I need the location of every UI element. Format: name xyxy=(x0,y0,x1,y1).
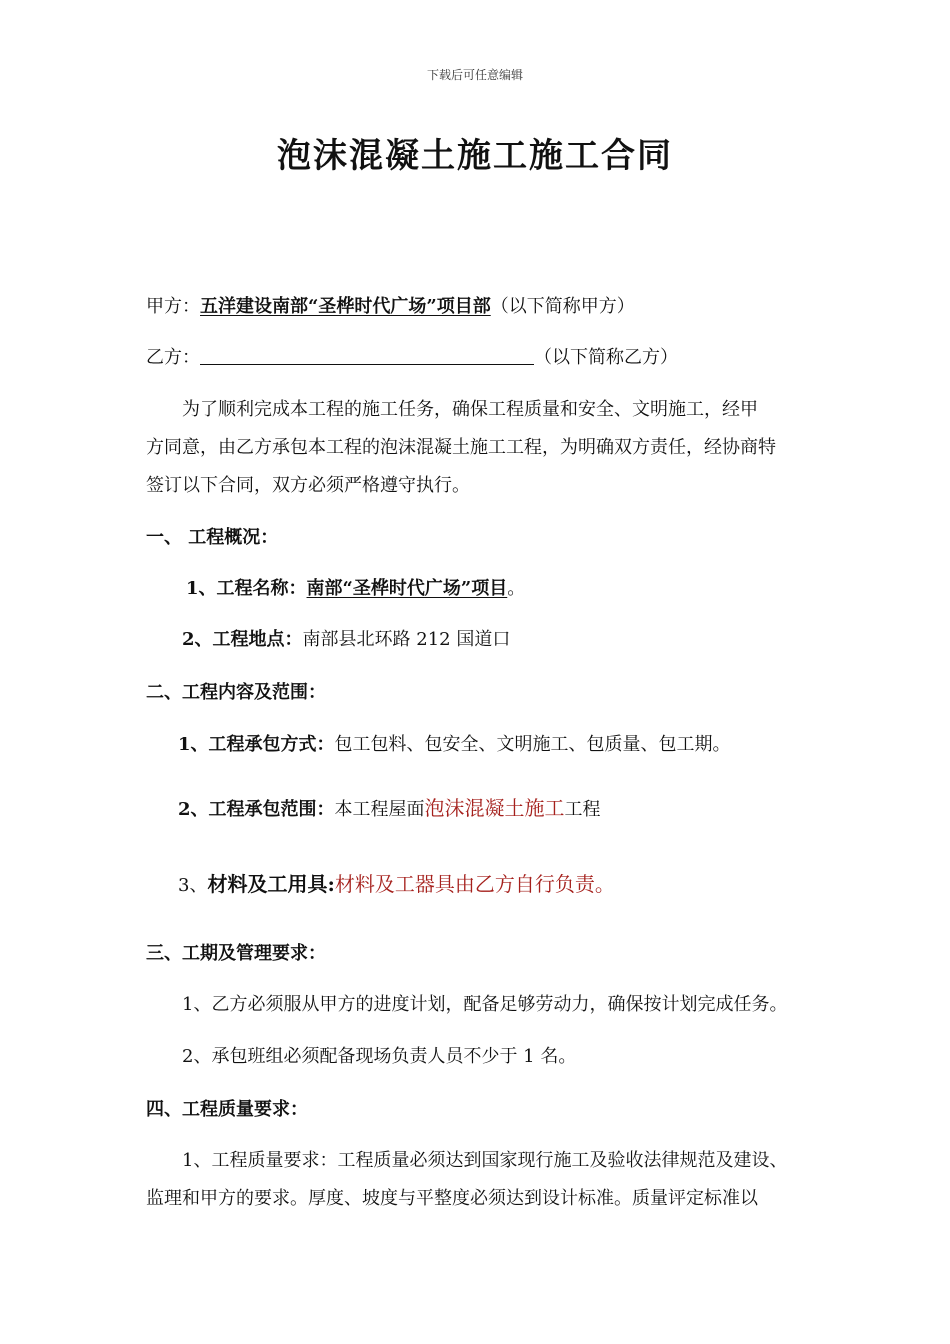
s1-item-2-value: 南部县北环路 212 国道口 xyxy=(302,629,511,650)
s4-para-line-1: 1、工程质量要求：工程质量必须达到国家现行施工及验收法律规范及建设、 xyxy=(182,1150,788,1171)
s2-item-3-num: 3、 xyxy=(178,875,208,896)
s2-item-3-value: 材料及工器具由乙方自行负责。 xyxy=(334,872,615,896)
s1-item-1-end: 。 xyxy=(507,578,526,599)
s2-item-2-pre: 本工程屋面 xyxy=(334,799,425,820)
party-a-suffix: （以下简称甲方） xyxy=(490,296,635,317)
s2-item-2-post: 工程 xyxy=(564,799,601,820)
party-a-line xyxy=(146,295,635,319)
party-b-line xyxy=(146,346,678,370)
party-b-suffix: （以下简称乙方） xyxy=(534,347,678,368)
section-4-heading: 四、工程质量要求： xyxy=(146,1099,308,1120)
s1-item-2-label: 2、工程地点： xyxy=(182,629,303,650)
party-a-name: 五洋建设南部“圣桦时代广场”项目部 xyxy=(200,296,491,317)
intro-line-2: 方同意，由乙方承包本工程的泡沫混凝土施工工程，为明确双方责任，经协商特 xyxy=(146,437,776,458)
header-note: 下载后可任意编辑 xyxy=(426,68,523,82)
s1-item-1-label: 1、工程名称： xyxy=(186,578,307,599)
s4-para-line-2: 监理和甲方的要求。厚度、坡度与平整度必须达到设计标准。质量评定标准以 xyxy=(146,1188,758,1209)
intro-line-1: 为了顺利完成本工程的施工任务，确保工程质量和安全、文明施工，经甲 xyxy=(182,399,758,420)
s2-item-3 xyxy=(178,872,615,898)
section-3-heading: 三、工期及管理要求： xyxy=(146,943,326,964)
s2-item-2-label: 2、工程承包范围： xyxy=(178,799,335,820)
s1-item-1 xyxy=(186,577,525,601)
section-1-heading: 一、 工程概况： xyxy=(146,527,279,548)
document-title: 泡沫混凝土施工施工合同 xyxy=(277,136,673,176)
party-b-blank xyxy=(200,346,534,365)
s2-item-1-value: 包工包料、包安全、文明施工、包质量、包工期。 xyxy=(334,734,731,755)
party-b-label: 乙方： xyxy=(146,347,200,368)
s2-item-3-label: 材料及工用具: xyxy=(207,872,335,896)
s3-item-1: 1、乙方必须服从甲方的进度计划，配备足够劳动力，确保按计划完成任务。 xyxy=(182,994,788,1015)
s2-item-1 xyxy=(178,733,731,757)
section-2-heading: 二、工程内容及范围： xyxy=(146,682,326,703)
s2-item-2-red: 泡沫混凝土施工 xyxy=(424,796,565,820)
s3-item-2: 2、承包班组必须配备现场负责人员不少于 1 名。 xyxy=(182,1046,577,1067)
intro-line-3: 签订以下合同，双方必须严格遵守执行。 xyxy=(146,475,470,496)
s2-item-1-label: 1、工程承包方式： xyxy=(178,734,335,755)
party-a-label: 甲方： xyxy=(146,296,200,317)
s1-item-2 xyxy=(182,628,510,652)
s1-item-1-value: 南部“圣桦时代广场”项目 xyxy=(306,578,508,599)
s2-item-2 xyxy=(178,796,601,822)
